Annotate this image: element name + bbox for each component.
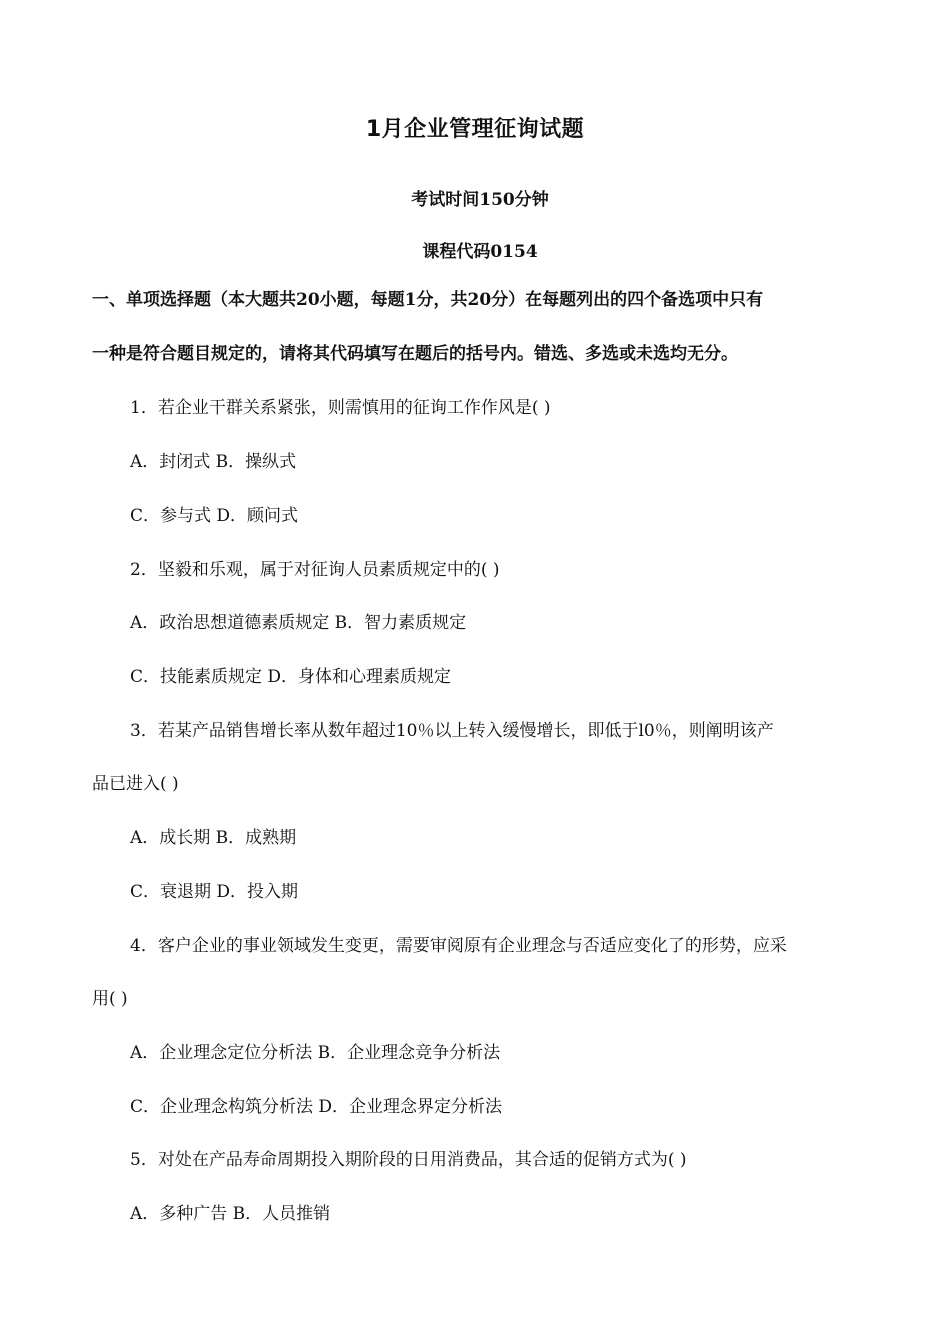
question-1-options-ab: A．封闭式 B．操纵式 bbox=[130, 452, 297, 472]
question-5-options-ab: A．多种广告 B．人员推销 bbox=[130, 1204, 331, 1224]
exam-time: 考试时间150分钟 bbox=[411, 190, 549, 210]
question-2-options-ab: A．政治思想道德素质规定 B．智力素质规定 bbox=[130, 613, 467, 633]
question-3-options-ab: A．成长期 B．成熟期 bbox=[130, 828, 297, 848]
question-4-options-ab: A．企业理念定位分析法 B．企业理念竞争分析法 bbox=[130, 1043, 501, 1063]
question-2-stem: 2．坚毅和乐观，属于对征询人员素质规定中的( ) bbox=[130, 560, 500, 580]
question-2-options-cd: C．技能素质规定 D．身体和心理素质规定 bbox=[130, 667, 452, 687]
section-heading-line-2: 一种是符合题目规定的，请将其代码填写在题后的括号内。错选、多选或未选均无分。 bbox=[92, 344, 738, 364]
course-code: 课程代码0154 bbox=[422, 242, 538, 262]
page-title: 1月企业管理征询试题 bbox=[365, 117, 585, 142]
question-3-stem-continued: 品已进入( ) bbox=[92, 774, 179, 794]
question-1-options-cd: C．参与式 D．顾问式 bbox=[130, 506, 299, 526]
question-4-options-cd: C．企业理念构筑分析法 D．企业理念界定分析法 bbox=[130, 1097, 503, 1117]
question-5-stem: 5．对处在产品寿命周期投入期阶段的日用消费品，其合适的促销方式为( ) bbox=[130, 1150, 687, 1170]
question-1-stem: 1．若企业干群关系紧张，则需慎用的征询工作作风是( ) bbox=[130, 398, 551, 418]
question-4-stem-continued: 用( ) bbox=[92, 989, 128, 1009]
question-3-options-cd: C．衰退期 D．投入期 bbox=[130, 882, 299, 902]
section-heading-line-1: 一、单项选择题（本大题共20小题，每题1分，共20分）在每题列出的四个备选项中只有 bbox=[92, 290, 764, 310]
question-4-stem: 4．客户企业的事业领域发生变更，需要审阅原有企业理念与否适应变化了的形势，应采 bbox=[130, 936, 787, 956]
question-3-stem: 3．若某产品销售增长率从数年超过10％以上转入缓慢增长，即低于l0％，则阐明该产 bbox=[130, 721, 774, 741]
